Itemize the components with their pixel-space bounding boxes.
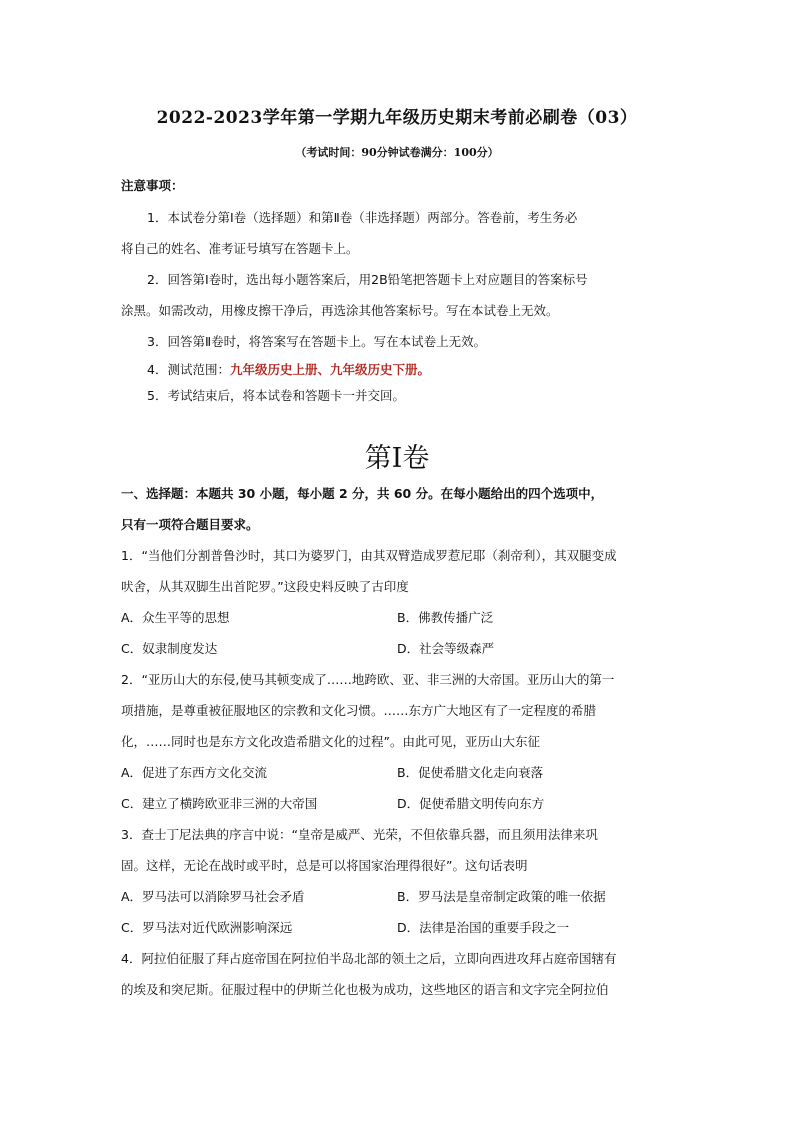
- question-2-line-3: 化，……同时也是东方文化改造希腊文化的过程”。由此可见，亚历山大东征: [121, 734, 540, 749]
- question-1-option-a: A．众生平等的思想: [121, 610, 230, 625]
- question-3-option-b: B．罗马法是皇帝制定政策的唯一依据: [397, 889, 606, 904]
- question-1-option-c: C．奴隶制度发达: [121, 641, 218, 656]
- notes-heading: 注意事项：: [121, 178, 184, 193]
- question-2-option-b: B．促使希腊文化走向衰落: [397, 765, 544, 780]
- notes-item-1-line-1: 1．本试卷分第Ⅰ卷（选择题）和第Ⅱ卷（非选择题）两部分。答卷前，考生务必: [147, 210, 578, 225]
- question-3-option-c: C．罗马法对近代欧洲影响深远: [121, 920, 293, 935]
- section-instruction-line-2: 只有一项符合题目要求。: [121, 517, 259, 532]
- notes-item-2-line-1: 2．回答第Ⅰ卷时，选出每小题答案后，用2B铅笔把答题卡上对应题目的答案标号: [147, 272, 588, 287]
- question-3-option-a: A．罗马法可以消除罗马社会矛盾: [121, 889, 305, 904]
- exam-subtitle: （考试时间：90分钟试卷满分：100分）: [295, 146, 499, 159]
- notes-item-3: 3．回答第Ⅱ卷时，将答案写在答题卡上。写在本试卷上无效。: [147, 334, 487, 349]
- notes-item-1-line-2: 将自己的姓名、准考证号填写在答题卡上。: [121, 241, 359, 256]
- question-1-option-d: D．社会等级森严: [397, 641, 495, 656]
- question-3-line-2: 固。这样，无论在战时或平时，总是可以将国家治理得很好”。这句话表明: [121, 858, 528, 873]
- question-2-line-2: 项措施，是尊重被征服地区的宗教和文化习惯。……东方广大地区有了一定程度的希腊: [121, 703, 597, 718]
- question-2-option-a: A．促进了东西方文化交流: [121, 765, 268, 780]
- section-instruction-line-1: 一、选择题：本题共 30 小题，每小题 2 分，共 60 分。在每小题给出的四个选项中，: [121, 486, 604, 501]
- notes-item-2-line-2: 涂黑。如需改动，用橡皮擦干净后，再选涂其他答案标号。写在本试卷上无效。: [121, 303, 559, 318]
- question-1-line-1: 1．“当他们分割普鲁沙时，其口为婆罗门，由其双臂造成罗惹尼耶（刹帝利），其双腿变成: [121, 548, 617, 563]
- question-3-option-d: D．法律是治国的重要手段之一: [397, 920, 570, 935]
- notes-item-5: 5．考试结束后，将本试卷和答题卡一并交回。: [147, 388, 405, 403]
- question-1-option-b: B．佛教传播广泛: [397, 610, 494, 625]
- notes-item-4-prefix: 4．测试范围：: [147, 362, 230, 377]
- notes-item-4: [147, 360, 430, 378]
- question-2-option-d: D．促使希腊文明传向东方: [397, 796, 545, 811]
- section-title: 第Ⅰ卷: [364, 443, 430, 474]
- question-4-line-1: 4．阿拉伯征服了拜占庭帝国在阿拉伯半岛北部的领土之后，立即向西进攻拜占庭帝国辖有: [121, 951, 617, 966]
- notes-item-4-scope: 九年级历史上册、九年级历史下册: [229, 362, 418, 377]
- question-4-line-2: 的埃及和突尼斯。征服过程中的伊斯兰化也极为成功，这些地区的语言和文字完全阿拉伯: [121, 982, 609, 997]
- notes-item-4-suffix: 。: [417, 362, 430, 377]
- exam-title: 2022-2023学年第一学期九年级历史期末考前必刷卷（03）: [156, 108, 638, 128]
- question-2-line-1: 2．“亚历山大的东侵,使马其顿变成了……地跨欧、亚、非三洲的大帝国。亚历山大的第一: [121, 672, 615, 687]
- question-3-line-1: 3．查士丁尼法典的序言中说：“皇帝是威严、光荣，不但依靠兵器，而且须用法律来巩: [121, 827, 598, 842]
- question-2-option-c: C．建立了横跨欧亚非三洲的大帝国: [121, 796, 318, 811]
- question-1-line-2: 吠舍，从其双脚生出首陀罗。”这段史料反映了古印度: [121, 579, 409, 594]
